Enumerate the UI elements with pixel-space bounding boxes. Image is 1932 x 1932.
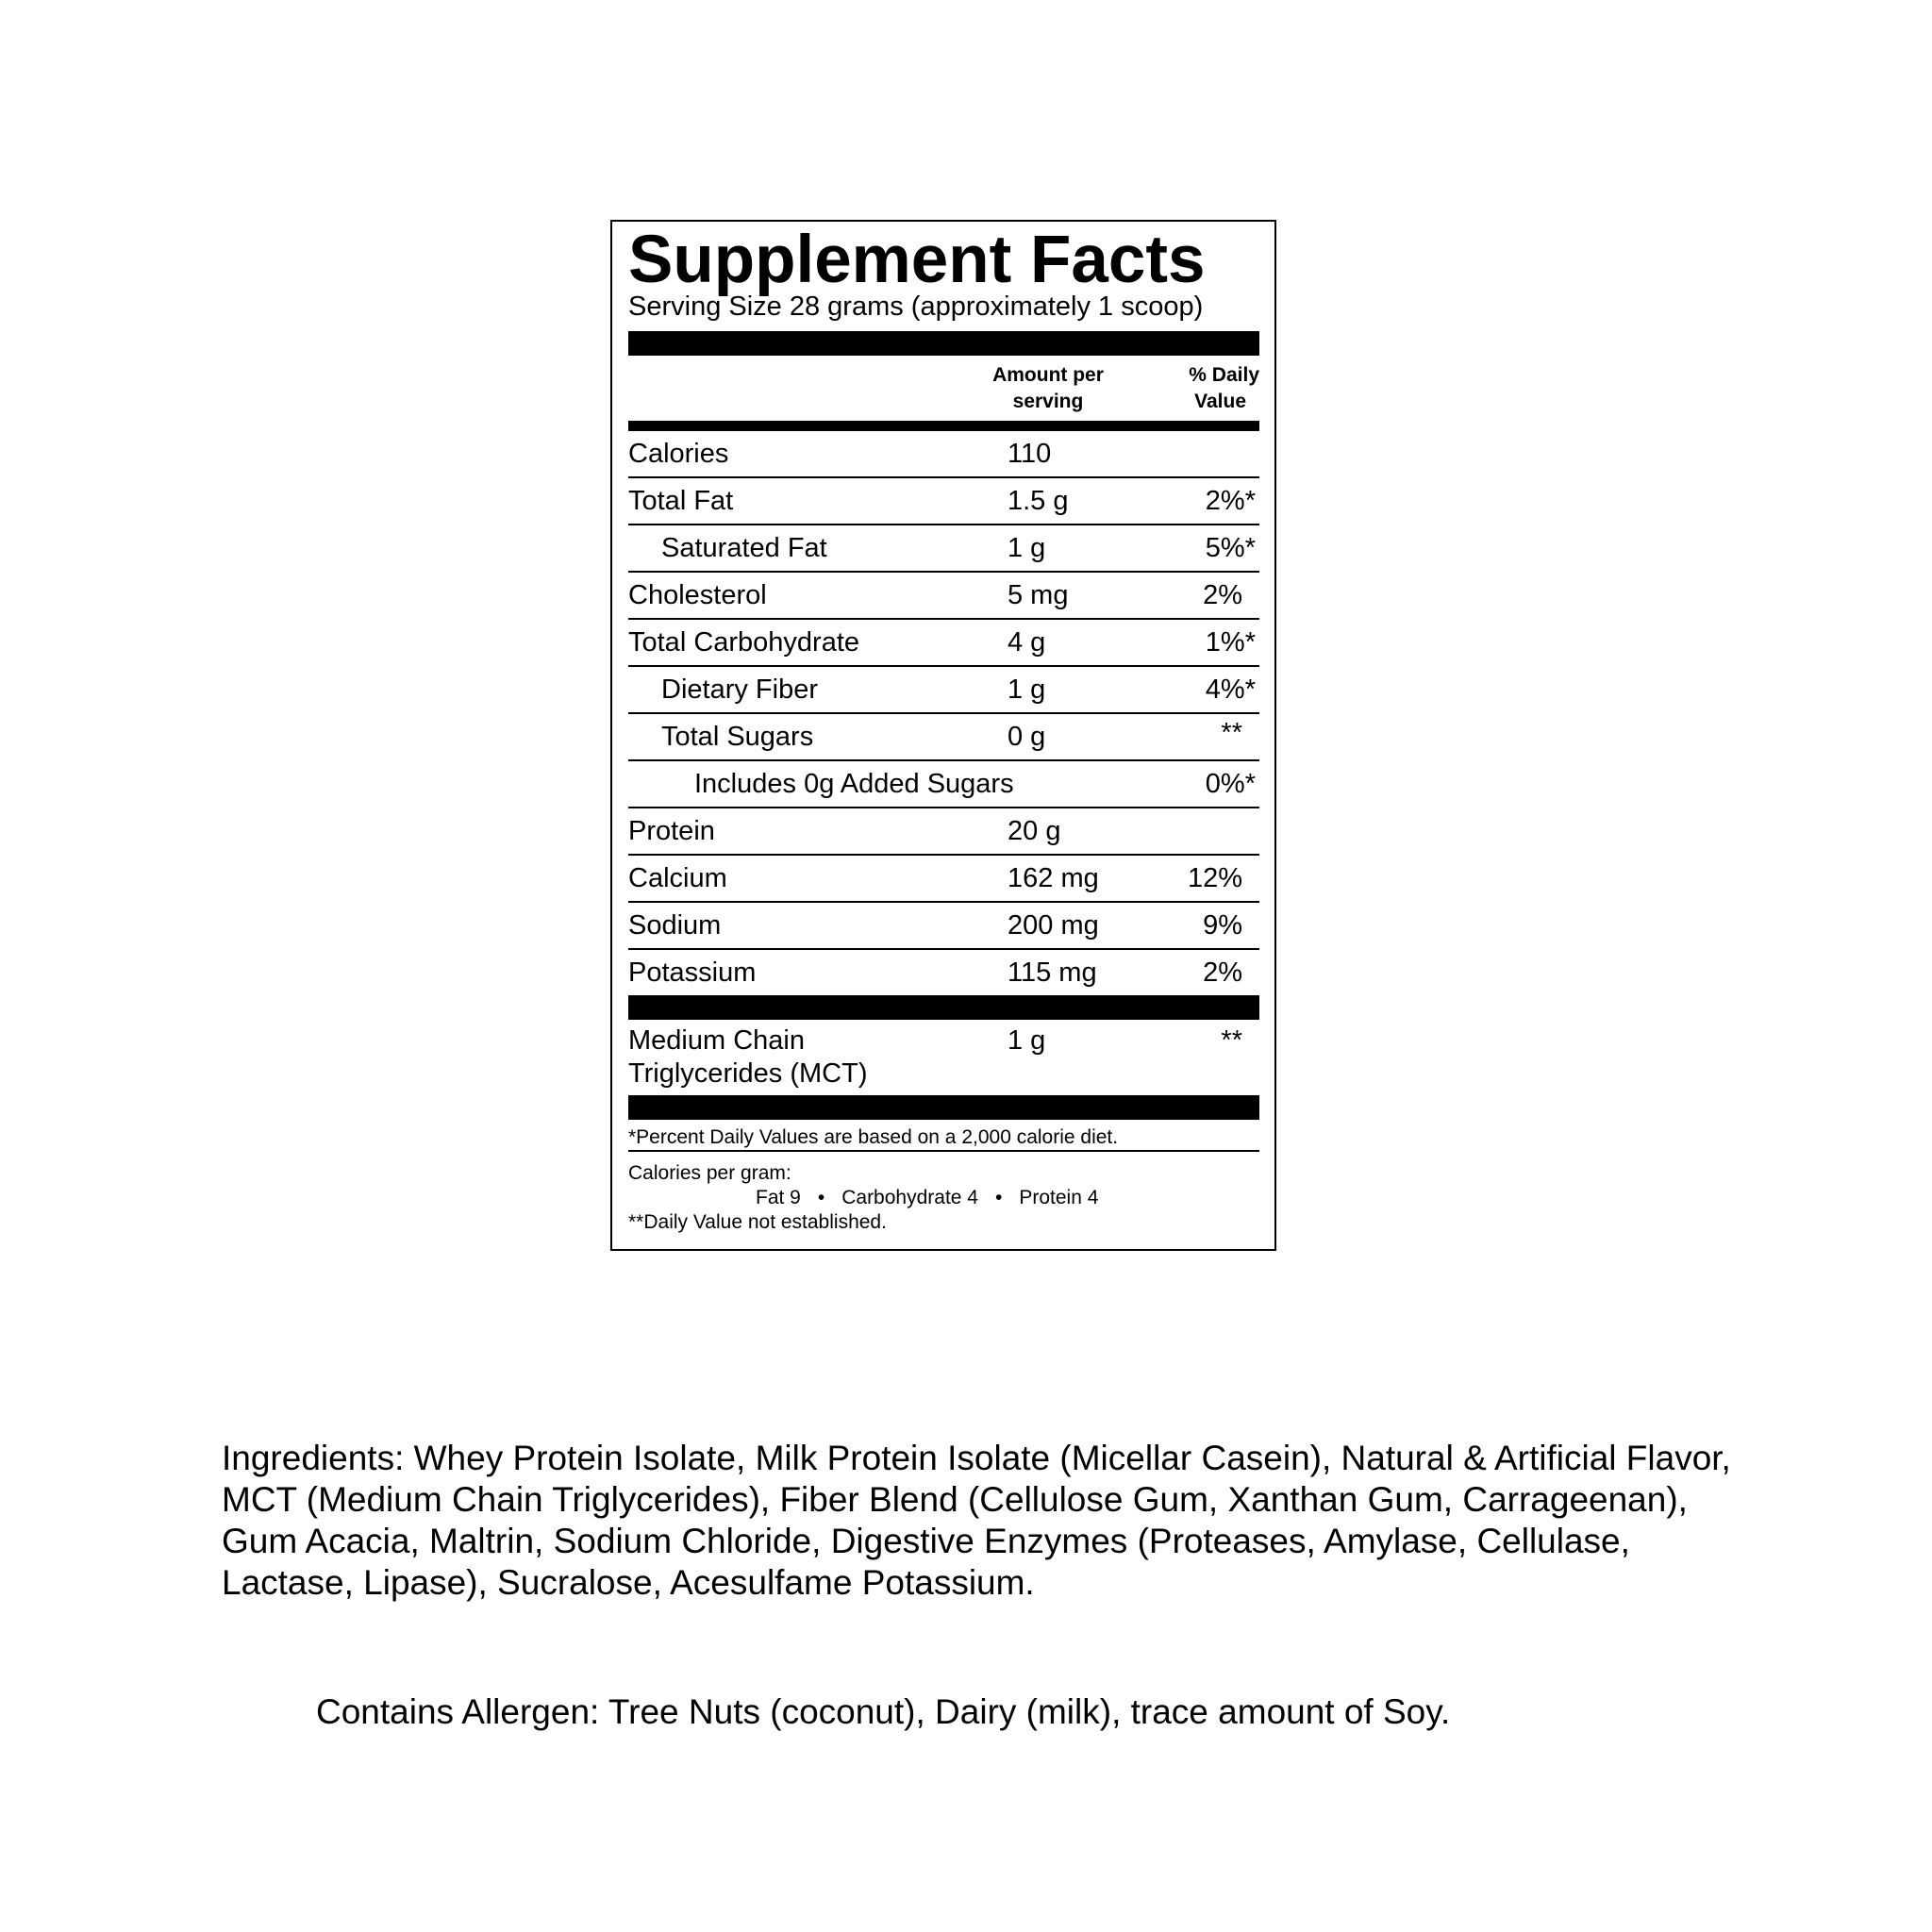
nutrient-row-total-carbohydrate xyxy=(628,620,1259,667)
divider-thick xyxy=(628,331,1259,356)
nutrient-amount: 115 mg xyxy=(1008,957,1097,988)
nutrient-row-added-sugars xyxy=(628,761,1259,808)
nutrient-row-cholesterol xyxy=(628,573,1259,620)
nutrient-amount: 110 xyxy=(1008,438,1052,469)
nutrient-name: Potassium xyxy=(628,957,757,988)
divider-thick xyxy=(628,1095,1259,1120)
panel-title: Supplement Facts xyxy=(628,223,1206,297)
cal-carbohydrate: Carbohydrate 4 xyxy=(841,1187,978,1208)
nutrient-row-sodium xyxy=(628,903,1259,950)
footnote-block xyxy=(628,1152,1259,1235)
bullet-separator: • xyxy=(817,1187,825,1208)
nutrient-dv: 9% xyxy=(1203,909,1242,941)
nutrient-name: Dietary Fiber xyxy=(661,674,818,705)
mct-name-line2: Triglycerides (MCT) xyxy=(628,1058,868,1089)
nutrient-name: Includes 0g Added Sugars xyxy=(694,768,1014,799)
nutrient-name: Total Carbohydrate xyxy=(628,626,860,658)
calories-per-gram-values xyxy=(628,1186,1259,1210)
nutrient-dv: 2% xyxy=(1203,957,1242,988)
nutrient-amount: 1 g xyxy=(1008,674,1046,705)
bullet-separator: • xyxy=(994,1187,1003,1208)
nutrient-name: Calcium xyxy=(628,862,727,893)
nutrient-dv: 12% xyxy=(1187,862,1242,893)
nutrient-row-calories xyxy=(628,431,1259,478)
mct-name-line1: Medium Chain xyxy=(628,1025,805,1056)
nutrient-row-dietary-fiber xyxy=(628,667,1259,714)
dv-header-line2: Value xyxy=(1194,390,1246,412)
column-header xyxy=(628,356,1259,421)
footnote-percent: *Percent Daily Values are based on a 2,000 calorie diet. xyxy=(628,1120,1259,1152)
nutrient-name: Calories xyxy=(628,438,729,469)
nutrient-dv: ** xyxy=(1221,718,1242,748)
cal-fat: Fat 9 xyxy=(756,1187,801,1208)
nutrient-dv: 0%* xyxy=(1205,768,1256,799)
nutrient-amount: 200 mg xyxy=(1008,909,1099,941)
supplement-facts-panel xyxy=(610,220,1276,1251)
divider-thick xyxy=(628,995,1259,1020)
nutrient-name: Saturated Fat xyxy=(661,532,827,563)
footnote-dv-not-established: **Daily Value not established. xyxy=(628,1211,887,1233)
nutrient-name: Total Fat xyxy=(628,485,734,516)
nutrient-row-calcium xyxy=(628,856,1259,903)
nutrient-dv: 4%* xyxy=(1205,674,1256,705)
nutrient-amount: 20 g xyxy=(1008,815,1061,846)
nutrient-dv: 2%* xyxy=(1205,485,1256,516)
nutrient-amount: 1.5 g xyxy=(1008,485,1069,516)
nutrient-amount: 1 g xyxy=(1008,532,1046,563)
allergen-text: Contains Allergen: Tree Nuts (coconut), Dairy (milk), trace amount of Soy. xyxy=(316,1692,1451,1731)
nutrient-amount: 162 mg xyxy=(1008,862,1099,893)
nutrient-row-total-sugars xyxy=(628,714,1259,761)
ingredients-text: Ingredients: Whey Protein Isolate, Milk Protein Isolate (Micellar Casein), Natural & Artificial Flavor, MCT (Medium Chain Triglycerides), Fiber Blend (Cellulose Gum, Xanthan Gum, Carrageenan), Gum Acacia, Maltrin, Sodium Chloride, Digestive Enzymes (Proteases, Amylase, Cellulase, Lactase, Lipase), Sucralose, Acesulfame Potassium. xyxy=(222,1439,1731,1602)
amount-header-line1: Amount per xyxy=(992,363,1104,386)
nutrient-amount: 1 g xyxy=(1008,1025,1046,1056)
nutrient-name: Protein xyxy=(628,815,715,846)
nutrient-amount: 0 g xyxy=(1008,721,1046,752)
nutrient-dv: 2% xyxy=(1203,579,1242,610)
cal-protein: Protein 4 xyxy=(1019,1187,1099,1208)
nutrient-amount: 4 g xyxy=(1008,626,1046,658)
nutrient-name xyxy=(628,1024,1008,1095)
calories-per-gram-label: Calories per gram: xyxy=(628,1162,791,1184)
nutrient-row-saturated-fat xyxy=(628,525,1259,573)
serving-size: Serving Size 28 grams (approximately 1 scoop) xyxy=(628,291,1204,322)
nutrient-name: Cholesterol xyxy=(628,579,767,610)
column-header-amount xyxy=(987,362,1109,415)
nutrient-name: Total Sugars xyxy=(661,721,814,752)
nutrient-dv: ** xyxy=(1221,1025,1242,1056)
divider-medium xyxy=(628,421,1259,431)
nutrient-row-mct xyxy=(628,1020,1259,1095)
column-header-dv xyxy=(1109,362,1259,415)
nutrient-name: Sodium xyxy=(628,909,722,941)
nutrient-row-potassium xyxy=(628,950,1259,995)
nutrient-dv: 5%* xyxy=(1205,532,1256,563)
nutrient-row-protein xyxy=(628,808,1259,856)
nutrient-row-total-fat xyxy=(628,478,1259,525)
dv-header-line1: % Daily xyxy=(1189,363,1259,386)
nutrient-dv: 1%* xyxy=(1205,626,1256,658)
amount-header-line2: serving xyxy=(1012,390,1084,412)
nutrient-amount: 5 mg xyxy=(1008,579,1069,610)
